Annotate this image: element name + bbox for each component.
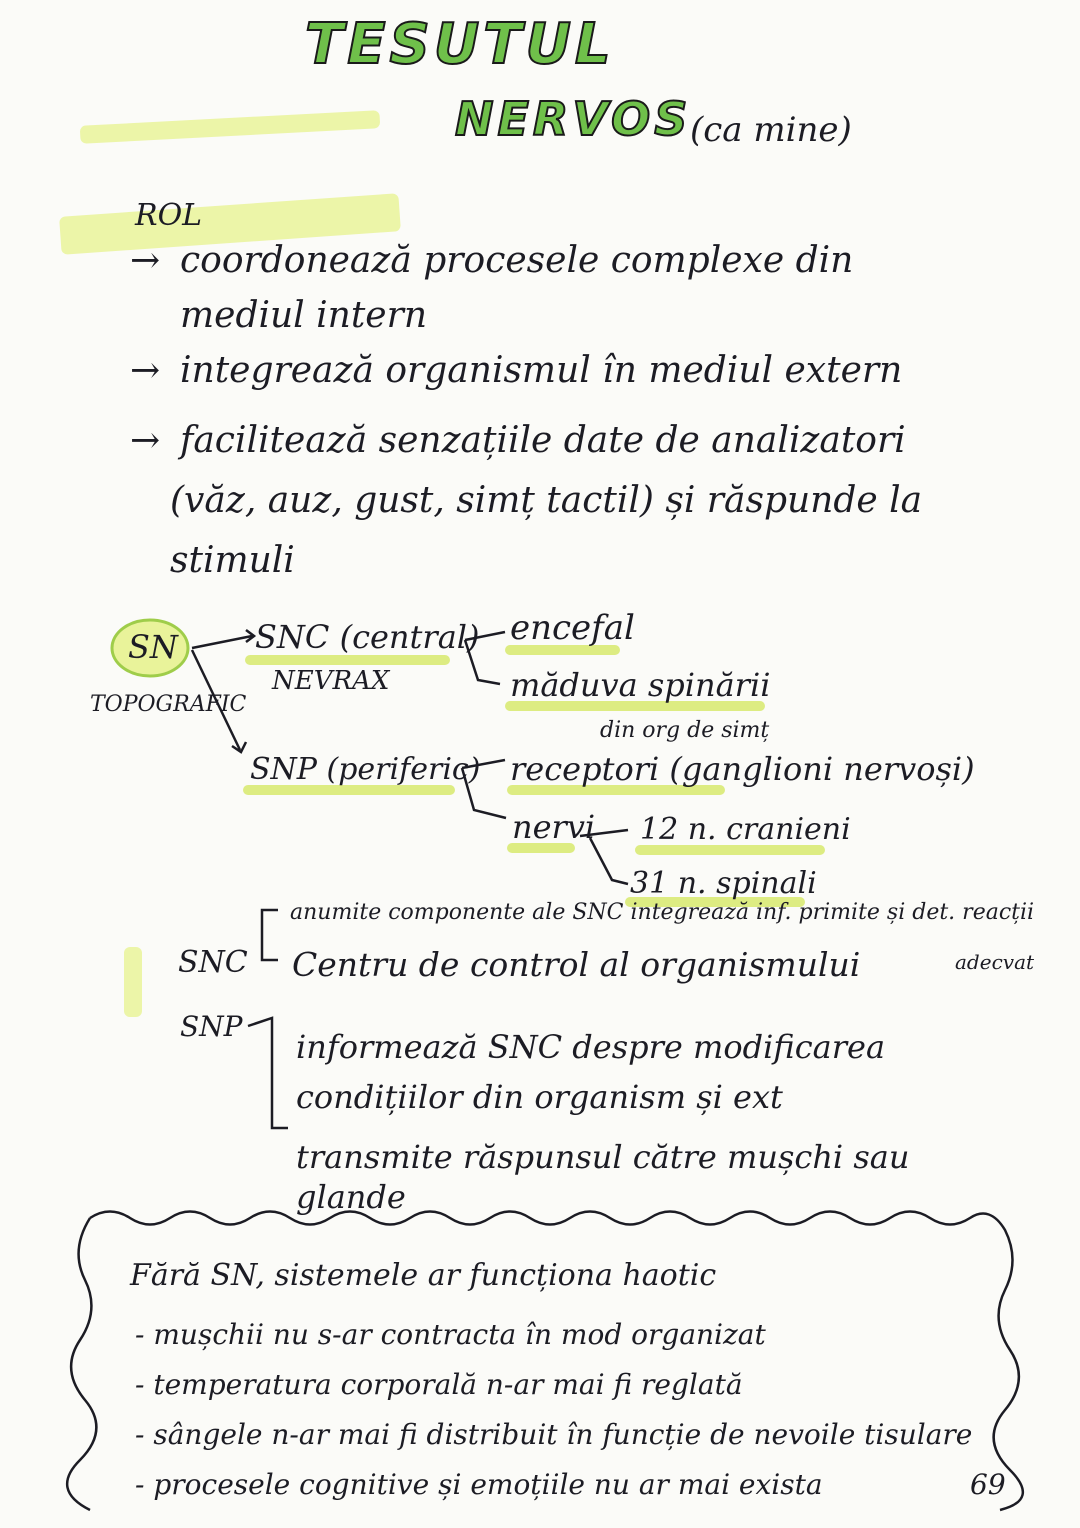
snc-note-end: adecvat [955, 950, 1035, 974]
snp-line: informează SNC despre modificarea [296, 1028, 886, 1066]
snp-line: condițiilor din organism și ext [296, 1078, 783, 1116]
maduva-node: măduva spinării [510, 666, 771, 704]
rol-item: mediul intern [180, 295, 428, 336]
box-item: - mușchii nu s-ar contracta în mod organizat [135, 1318, 766, 1351]
rol-arrow-icon: → [130, 420, 161, 461]
receptori-node: receptori (ganglioni nervoși) [510, 750, 975, 788]
page-number: 69 [970, 1468, 1006, 1501]
rol-item: facilitează senzațiile date de analizatori [180, 420, 906, 461]
snp-line: transmite răspunsul către mușchi sau [296, 1138, 910, 1176]
page-title-line2: NERVOS [455, 92, 692, 146]
rol-arrow-icon: → [130, 240, 161, 281]
tree-root: SN [128, 628, 178, 666]
snc-label: SNC [178, 945, 248, 980]
snc-note: anumite componente ale SNC integrează inf. primite și det. reacții [290, 900, 1035, 925]
rol-arrow-icon: → [130, 350, 161, 391]
box-item: - sângele n-ar mai fi distribuit în funcție de nevoile tisulare [135, 1418, 973, 1451]
snc-main: Centru de control al organismului [292, 945, 861, 984]
rol-item: (văz, auz, gust, simț tactil) și răspunde la [170, 480, 923, 521]
box-item: - temperatura corporală n-ar mai fi reglată [135, 1368, 743, 1401]
snp-line: glande [296, 1178, 406, 1216]
encefal-node: encefal [510, 608, 635, 648]
snp-node: SNP (periferic) [250, 752, 481, 787]
rol-heading: ROL [135, 198, 203, 233]
cranieni-node: 12 n. cranieni [640, 812, 851, 847]
nervi-node: nervi [512, 808, 596, 846]
spinali-node: 31 n. spinali [630, 866, 817, 901]
tree-root-label: TOPOGRAFIC [90, 692, 247, 717]
rol-item: integrează organismul în mediul extern [180, 350, 903, 391]
rol-item: stimuli [170, 540, 295, 581]
box-item: - procesele cognitive și emoțiile nu ar mai exista [135, 1468, 823, 1501]
receptori-note: din org de simț [600, 718, 770, 743]
snc-alias: NEVRAX [272, 666, 390, 696]
rol-item: coordonează procesele complexe din [180, 240, 854, 281]
snp-label: SNP [180, 1010, 243, 1043]
box-intro: Fără SN, sistemele ar funcționa haotic [130, 1258, 717, 1293]
snc-node: SNC (central) [255, 618, 480, 656]
page-subtitle: (ca mine) [690, 110, 852, 150]
page-title-line1: TESUTUL [305, 12, 615, 77]
